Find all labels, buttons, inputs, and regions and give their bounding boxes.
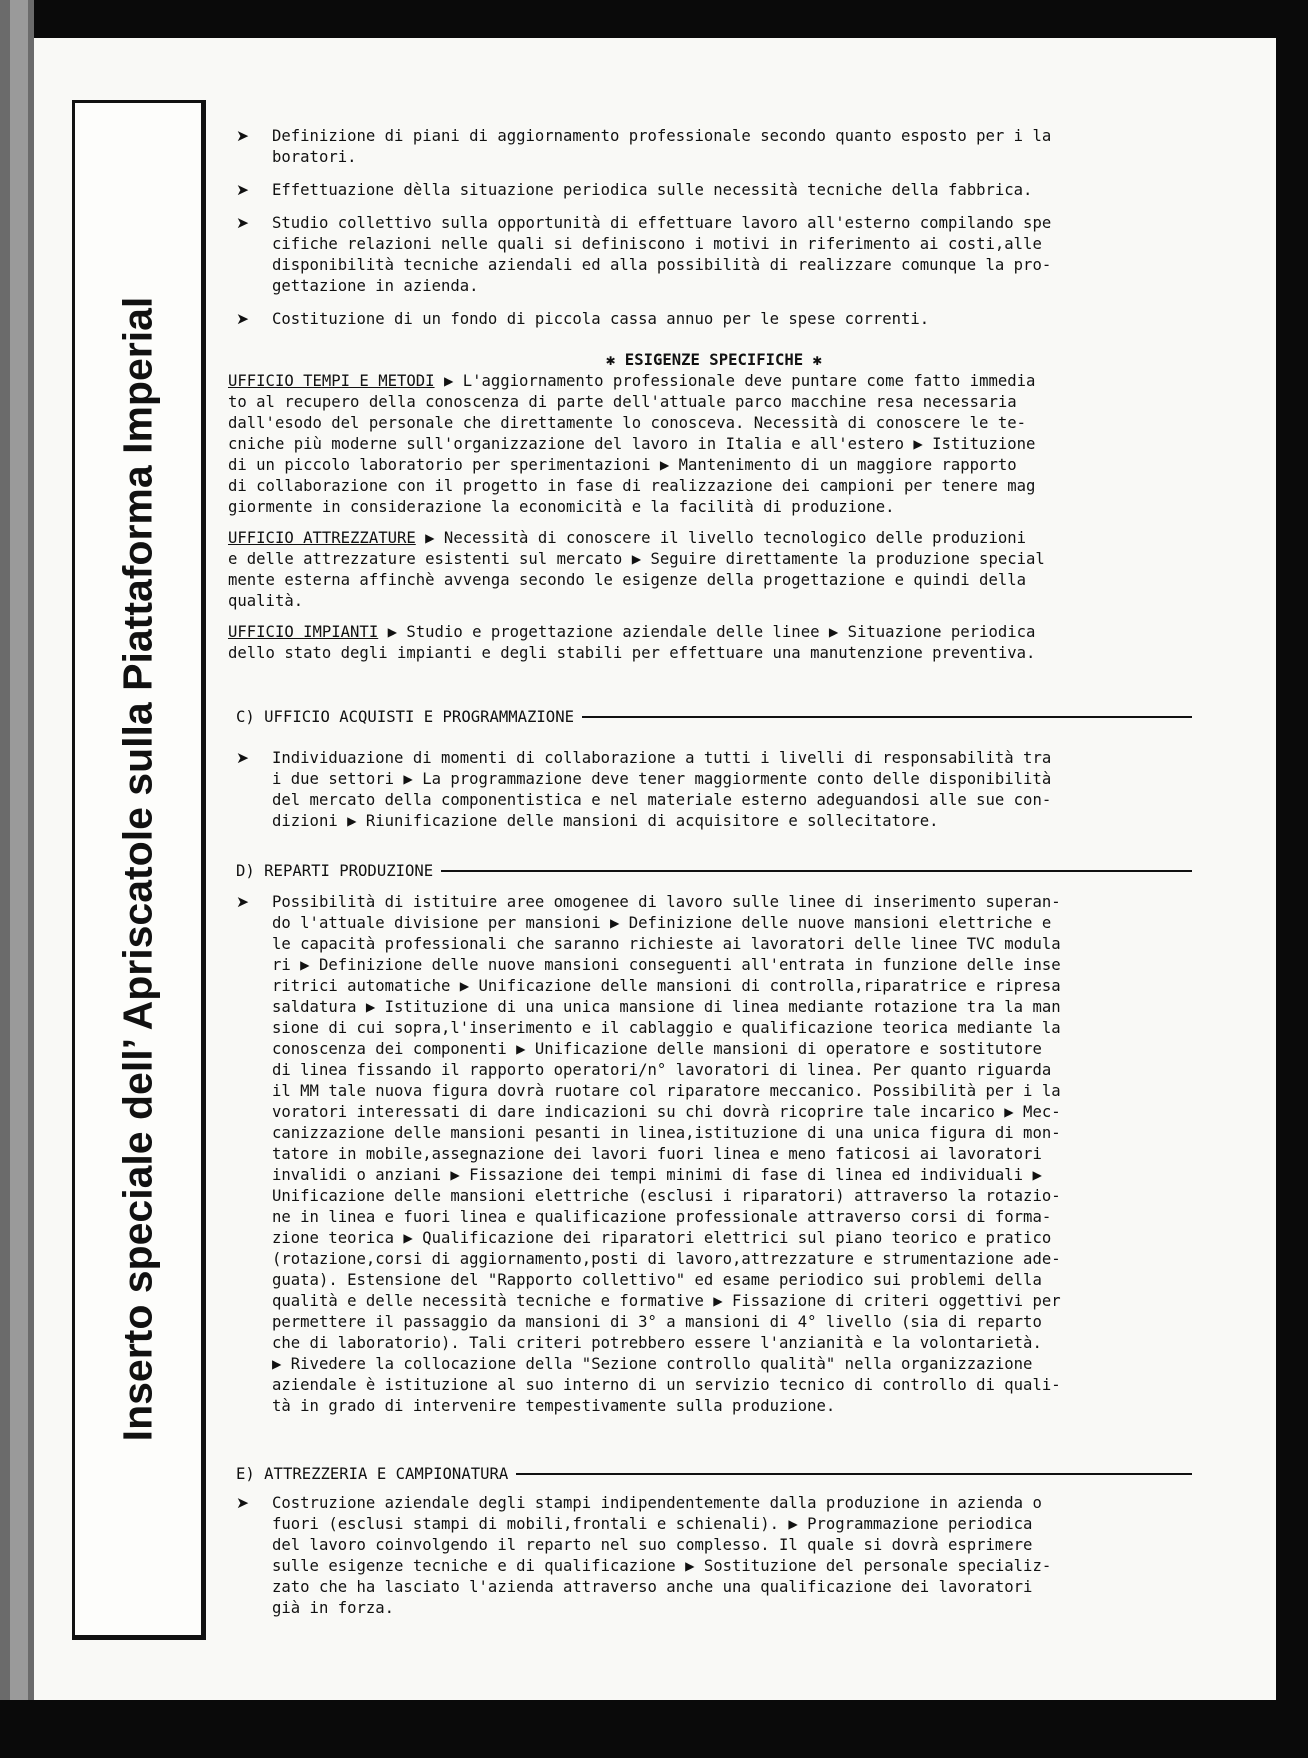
text-line: i due settori ▶ La programmazione deve tener maggiormente conto delle disponibilità xyxy=(272,770,1052,788)
section-e-heading xyxy=(236,1463,1192,1485)
text-line xyxy=(228,570,1192,591)
text-line: sione di cui sopra,l'inserimento e il cablaggio e qualificazione teorica mediante la xyxy=(272,1019,1061,1037)
text-line: disponibilità tecniche aziendali ed alla possibilità di realizzare comunque la pro- xyxy=(272,256,1052,274)
ufficio-block xyxy=(228,622,1192,664)
scan-top-border xyxy=(0,0,1308,38)
text-line xyxy=(228,371,1192,392)
text-line: ➤ Costituzione di un fondo di piccola cassa annuo per le spese correnti. xyxy=(236,310,930,328)
text-line: ▶ Rivedere la collocazione della "Sezione controllo qualità" nella organizzazione xyxy=(272,1355,1033,1373)
text-line: permettere il passaggio da mansioni di 3° a mansioni di 4° livello (sia di reparto xyxy=(272,1313,1042,1331)
text-line: il MM tale nuova figura dovrà ruotare col riparatore meccanico. Possibilità per i la xyxy=(272,1082,1061,1100)
text-line xyxy=(228,622,1192,643)
line-text: dello stato degli impianti e degli stabili per effettuare una manutenzione preventiva. xyxy=(228,644,1036,662)
text-line: tà in grado di intervenire tempestivamente sulla produzione. xyxy=(272,1397,836,1415)
banner-title: Inserto speciale dell’ Apriscatole sulla Piattaforma Imperial xyxy=(114,296,161,1442)
line-text: ▶ Necessità di conoscere il livello tecnologico delle produzioni xyxy=(425,529,1027,547)
section-c-rule xyxy=(582,716,1192,718)
intro-bullet-item xyxy=(236,213,1192,297)
scan-right-border xyxy=(1276,0,1308,1758)
text-line: invalidi o anziani ▶ Fissazione dei tempi minimi di fase di linea ed individuali ▶ xyxy=(272,1166,1042,1184)
line-text: to al recupero della conoscenza di parte dell'attuale parco macchine resa necessaria xyxy=(228,393,1017,411)
line-text: e delle attrezzature esistenti sul mercato ▶ Seguire direttamente la produzione special xyxy=(228,550,1045,568)
document-body xyxy=(228,126,1192,1619)
ufficio-block xyxy=(228,371,1192,518)
section-e-title: E) ATTREZZERIA E CAMPIONATURA xyxy=(236,1465,509,1483)
intro-bullet-item xyxy=(236,309,1192,330)
text-line: tatore in mobile,assegnazione dei lavori fuori linea e meno faticosi ai lavoratori xyxy=(272,1145,1042,1163)
section-c-title: C) UFFICIO ACQUISTI E PROGRAMMAZIONE xyxy=(236,708,574,726)
text-line: zione teorica ▶ Qualificazione dei riparatori elettrici sul piano teorico e pratico xyxy=(272,1229,1052,1247)
text-line: fuori (esclusi stampi di mobili,frontali e schienali). ▶ Programmazione periodica xyxy=(272,1515,1033,1533)
line-text: di collaborazione con il progetto in fase di realizzazione dei campioni per tenere mag xyxy=(228,477,1036,495)
text-line xyxy=(228,392,1192,413)
text-line: zato che ha lasciato l'azienda attraverso anche una qualificazione dei lavoratori xyxy=(272,1578,1033,1596)
line-text: cniche più moderne sull'organizzazione del lavoro in Italia e all'estero ▶ Istituzione xyxy=(228,435,1036,453)
text-line xyxy=(228,413,1192,434)
text-line: sulle esigenze tecniche e di qualificazione ▶ Sostituzione del personale specializ- xyxy=(272,1557,1052,1575)
line-text: qualità. xyxy=(228,592,304,610)
line-text: giormente in considerazione la economicità e la facilità di produzione. xyxy=(228,498,895,516)
text-line: ➤ Studio collettivo sulla opportunità di effettuare lavoro all'esterno compilando spe xyxy=(236,214,1052,232)
arrow-bullet-icon: ➤ xyxy=(236,310,250,328)
intro-bullets xyxy=(236,126,1192,342)
esigenze-heading: ✱ ESIGENZE SPECIFICHE ✱ xyxy=(606,351,822,369)
arrow-bullet-icon: ➤ xyxy=(236,1494,250,1512)
text-line: ri ▶ Definizione delle nuove mansioni conseguenti all'entrata in funzione delle inse xyxy=(272,956,1061,974)
text-line: aziendale è istituzione al suo interno di un servizio tecnico di controllo di quali- xyxy=(272,1376,1061,1394)
text-line xyxy=(228,549,1192,570)
text-line: le capacità professionali che saranno richieste ai lavoratori delle linee TVC modula xyxy=(272,935,1061,953)
text-line: canizzazione delle mansioni pesanti in linea,istituzione di una unica figura di mon- xyxy=(272,1124,1061,1142)
text-line xyxy=(228,455,1192,476)
text-line: dizioni ▶ Riunificazione delle mansioni di acquisitore e sollecitatore. xyxy=(272,812,939,830)
text-line: ➤ Possibilità di istituire aree omogenee di lavoro sulle linee di inserimento superan- xyxy=(236,893,1061,911)
arrow-bullet-icon: ➤ xyxy=(236,181,250,199)
text-line xyxy=(228,497,1192,518)
line-text: di un piccolo laboratorio per sperimentazioni ▶ Mantenimento di un maggiore rapporto xyxy=(228,456,1017,474)
text-line: do l'attuale divisione per mansioni ▶ Definizione delle nuove mansioni elettriche e xyxy=(272,914,1052,932)
ufficio-title: UFFICIO TEMPI E METODI xyxy=(228,372,435,390)
text-line: di linea fissando il rapporto operatori/n° lavoratori di linea. Per quanto riguarda xyxy=(272,1061,1052,1079)
line-text: ▶ L'aggiornamento professionale deve puntare come fatto immedia xyxy=(443,372,1036,390)
text-line xyxy=(228,476,1192,497)
uffici-list xyxy=(228,371,1192,664)
ufficio-block xyxy=(228,528,1192,612)
text-line: ne in linea e fuori linea e qualificazione professionale attraverso corsi di forma- xyxy=(272,1208,1052,1226)
line-text: mente esterna affinchè avvenga secondo le esigenze della progettazione e quindi della xyxy=(228,571,1026,589)
section-d-rule xyxy=(441,870,1192,872)
text-line xyxy=(228,528,1192,549)
text-line: conoscenza dei componenti ▶ Unificazione delle mansioni di operatore e sostitutore xyxy=(272,1040,1042,1058)
section-e-rule xyxy=(516,1473,1192,1475)
text-line: ➤ Individuazione di momenti di collaborazione a tutti i livelli di responsabilità tra xyxy=(236,749,1052,767)
text-line: qualità e delle necessità tecniche e formative ▶ Fissazione di criteri oggettivi per xyxy=(272,1292,1061,1310)
text-line xyxy=(228,434,1192,455)
arrow-bullet-icon: ➤ xyxy=(236,214,250,232)
text-line: guata). Estensione del "Rapporto collettivo" ed esame periodico sui problemi della xyxy=(272,1271,1042,1289)
text-line: ritrici automatiche ▶ Unificazione delle mansioni di controlla,riparatrice e ripresa xyxy=(272,977,1061,995)
intro-bullet-item xyxy=(236,126,1192,168)
ufficio-title: UFFICIO ATTREZZATURE xyxy=(228,529,416,547)
text-line: ➤ Effettuazione dèlla situazione periodica sulle necessità tecniche della fabbrica. xyxy=(236,181,1033,199)
text-line xyxy=(228,643,1192,664)
section-e-body xyxy=(236,1493,1192,1619)
arrow-bullet-icon: ➤ xyxy=(236,749,250,767)
text-line: boratori. xyxy=(272,148,357,166)
section-c-body xyxy=(236,748,1192,832)
text-line: ➤ Costruzione aziendale degli stampi indipendentemente dalla produzione in azienda o xyxy=(236,1494,1042,1512)
text-line: del mercato della componentistica e nel materiale esterno adeguandosi alle sue con- xyxy=(272,791,1052,809)
text-line: ➤ Definizione di piani di aggiornamento professionale secondo quanto esposto per i la xyxy=(236,127,1052,145)
scan-left-border xyxy=(0,0,34,1758)
text-line xyxy=(228,591,1192,612)
text-line: gettazione in azienda. xyxy=(272,277,479,295)
text-line: (rotazione,corsi di aggiornamento,posti di lavoro,attrezzature e strumentazione ade- xyxy=(272,1250,1061,1268)
arrow-bullet-icon: ➤ xyxy=(236,127,250,145)
text-line: cifiche relazioni nelle quali si definiscono i motivi in riferimento ai costi,alle xyxy=(272,235,1042,253)
scan-bottom-border xyxy=(0,1700,1308,1758)
section-d-title: D) REPARTI PRODUZIONE xyxy=(236,862,434,880)
line-text: ▶ Studio e progettazione aziendale delle linee ▶ Situazione periodica xyxy=(387,623,1036,641)
text-line: saldatura ▶ Istituzione di una unica mansione di linea mediante rotazione tra la man xyxy=(272,998,1061,1016)
line-text: dall'esodo del personale che direttamente lo conosceva. Necessità di conoscere le te- xyxy=(228,414,1026,432)
side-banner xyxy=(72,100,206,1640)
text-line: del lavoro coinvolgendo il reparto nel suo complesso. Il quale si dovrà esprimere xyxy=(272,1536,1033,1554)
ufficio-title: UFFICIO IMPIANTI xyxy=(228,623,379,641)
intro-bullet-item xyxy=(236,180,1192,201)
text-line: voratori interessati di dare indicazioni su chi dovrà ricoprire tale incarico ▶ Mec- xyxy=(272,1103,1061,1121)
text-line: Unificazione delle mansioni elettriche (esclusi i riparatori) attraverso la rotazio- xyxy=(272,1187,1061,1205)
section-d-heading xyxy=(236,860,1192,882)
section-c-heading xyxy=(236,706,1192,728)
section-d-body xyxy=(236,892,1192,1417)
text-line: che di laboratorio). Tali criteri potrebbero essere l'anzianità e la volontarietà. xyxy=(272,1334,1042,1352)
arrow-bullet-icon: ➤ xyxy=(236,893,250,911)
text-line: già in forza. xyxy=(272,1599,395,1617)
